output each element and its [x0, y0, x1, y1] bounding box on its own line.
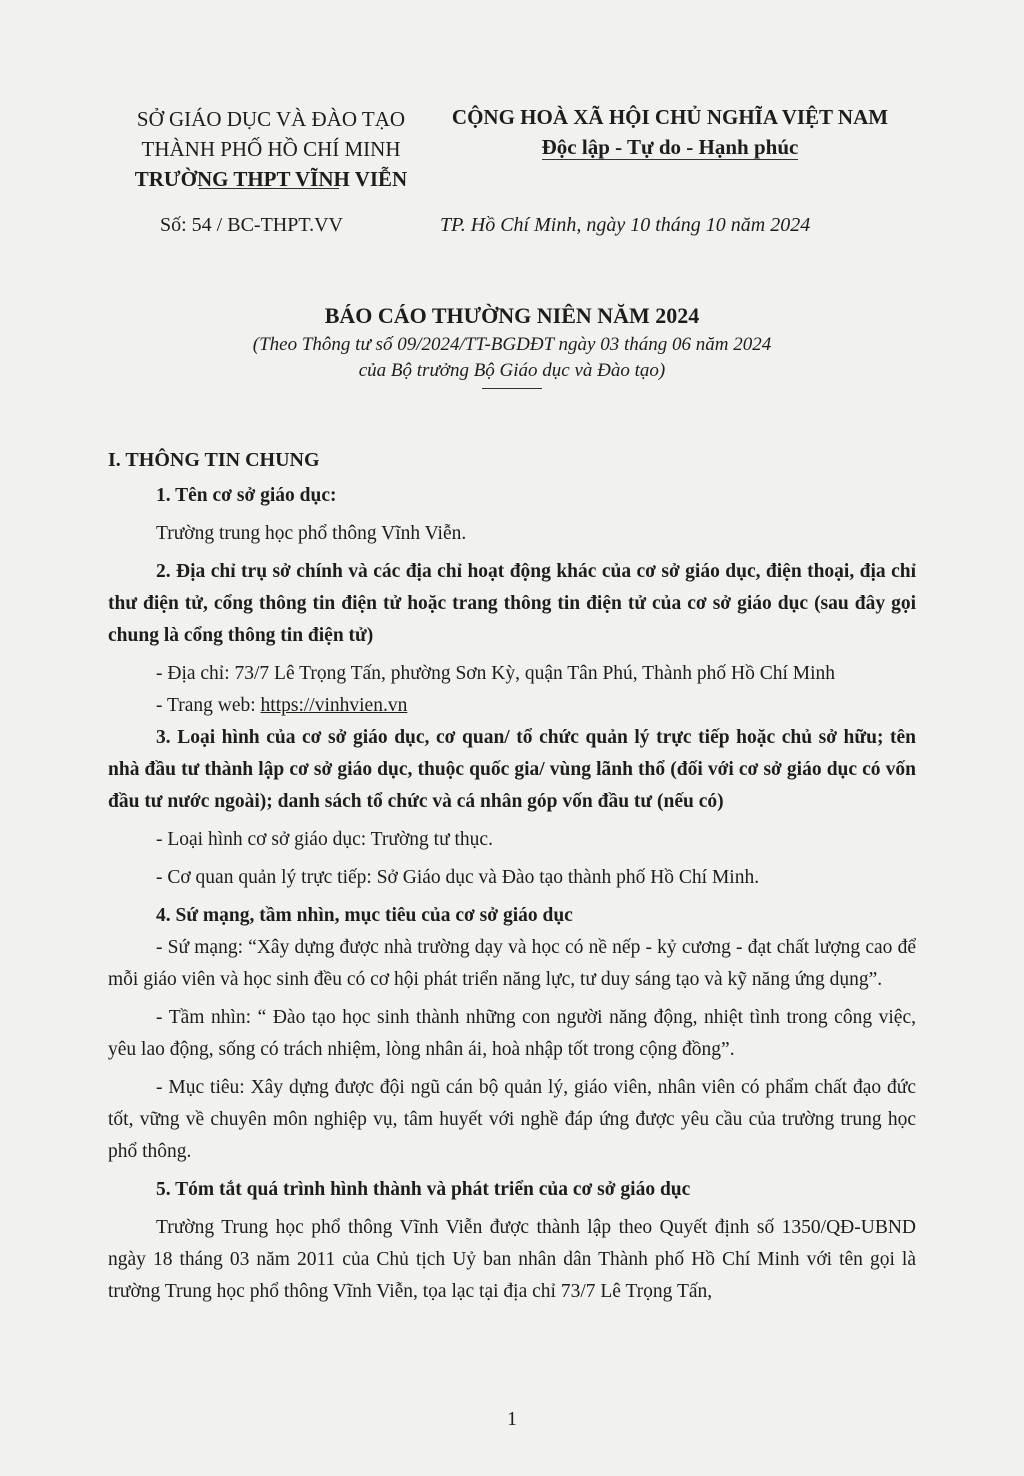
item-heading-2: 2. Địa chỉ trụ sở chính và các địa chỉ hoạt động khác của cơ sở giáo dục, điện thoại, địa chỉ thư điện tử, cổng thông tin điện tử hoặc trang thông tin điện tử của cơ sở giáo dục (sau đây gọi chung là cổng thông tin điện tử) [108, 561, 916, 646]
paragraph: - Loại hình cơ sở giáo dục: Trường tư thục. [156, 829, 493, 850]
school-underline [199, 188, 339, 189]
paragraph: Trường trung học phổ thông Vĩnh Viễn. [156, 523, 467, 544]
report-title: BÁO CÁO THƯỜNG NIÊN NĂM 2024 [324, 303, 700, 328]
item-heading-1: 1. Tên cơ sở giáo dục: [156, 485, 337, 506]
address-line: - Địa chỉ: 73/7 Lê Trọng Tấn, phường Sơn Kỳ, quận Tân Phú, Thành phố Hồ Chí Minh [156, 663, 836, 684]
department-name: SỞ GIÁO DỤC VÀ ĐÀO TẠO [136, 107, 406, 131]
paragraph: - Cơ quan quản lý trực tiếp: Sở Giáo dục và Đào tạo thành phố Hồ Chí Minh. [156, 867, 760, 888]
issuing-agency-header [106, 104, 436, 194]
city-name: THÀNH PHỐ HỒ CHÍ MINH [141, 137, 401, 161]
mission-paragraph: - Sứ mạng: “Xây dựng được nhà trường dạy và học có nề nếp - kỷ cương - đạt chất lượng cao để mỗi giáo viên và học sinh đều có cơ hội phát triển năng lực, tư duy sáng tạo và kỹ năng ứng dụng”. [108, 937, 916, 990]
country-name: CỘNG HOÀ XÃ HỘI CHỦ NGHĨA VIỆT NAM [451, 105, 889, 129]
vision-paragraph: - Tầm nhìn: “ Đào tạo học sinh thành những con người năng động, nhiệt tình trong công việc, yêu lao động, sống có trách nhiệm, lòng nhân ái, hoà nhập tốt trong cộng đồng”. [108, 1007, 916, 1060]
section-heading: I. THÔNG TIN CHUNG [108, 449, 320, 471]
title-divider [482, 388, 542, 389]
national-motto: Độc lập - Tự do - Hạnh phúc [541, 135, 799, 159]
title-block [0, 300, 1024, 389]
website-link[interactable]: https://vinhvien.vn [260, 695, 408, 716]
national-header [420, 102, 920, 162]
report-body [108, 444, 916, 1308]
report-subtitle-line1: (Theo Thông tư số 09/2024/TT-BGDĐT ngày 03 tháng 06 năm 2024 [252, 334, 772, 355]
objective-paragraph: - Mục tiêu: Xây dựng được đội ngũ cán bộ quản lý, giáo viên, nhân viên có phẩm chất đạo đức tốt, vững về chuyên môn nghiệp vụ, tâm huyết với nghề đáp ứng được yêu cầu của trường trung học phổ thông. [108, 1077, 916, 1162]
website-label: - Trang web: [156, 695, 261, 716]
school-name: TRƯỜNG THPT VĨNH VIỄN [134, 167, 408, 191]
item-heading-5: 5. Tóm tắt quá trình hình thành và phát triển của cơ sở giáo dục [156, 1179, 691, 1200]
item-heading-4: 4. Sứ mạng, tầm nhìn, mục tiêu của cơ sở giáo dục [156, 905, 573, 926]
website-line [108, 690, 916, 722]
document-number: Số: 54 / BC-THPT.VV [160, 214, 343, 236]
page-number: 1 [507, 1408, 517, 1430]
place-and-date: TP. Hồ Chí Minh, ngày 10 tháng 10 năm 2024 [440, 214, 811, 236]
report-subtitle-line2: của Bộ trưởng Bộ Giáo dục và Đào tạo) [358, 360, 666, 381]
item-heading-3: 3. Loại hình của cơ sở giáo dục, cơ quan/ tổ chức quản lý trực tiếp hoặc chủ sở hữu; tên nhà đầu tư thành lập cơ sở giáo dục, thuộc quốc gia/ vùng lãnh thổ (đối với cơ sở giáo dục có vốn đầu tư nước ngoài); danh sách tổ chức và cá nhân góp vốn đầu tư (nếu có) [108, 727, 916, 812]
history-paragraph: Trường Trung học phổ thông Vĩnh Viễn được thành lập theo Quyết định số 1350/QĐ-UBND ngày 18 tháng 03 năm 2011 của Chủ tịch Uỷ ban nhân dân Thành phố Hồ Chí Minh với tên gọi là trường Trung học phổ thông Vĩnh Viễn, tọa lạc tại địa chỉ 73/7 Lê Trọng Tấn, [108, 1217, 916, 1302]
